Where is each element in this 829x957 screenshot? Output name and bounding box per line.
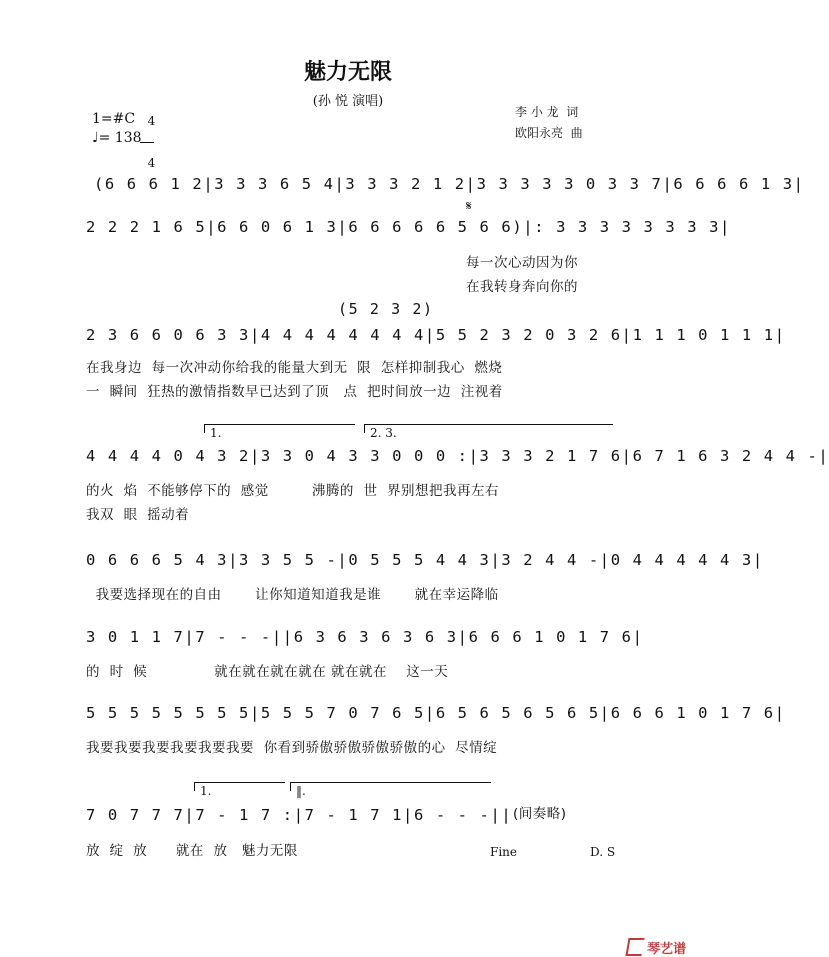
notation-system-6: 3 0 1 1 7|7 - - -||6 3 6 3 6 3 6 3|6 6 6 1 0 1 7 6|: [86, 628, 644, 646]
notation-system-2: 2 2 2 1 6 5|6 6 0 6 1 3|6 6 6 6 6 5 6 6)|: 3 3 3 3 3 3 3 3|: [86, 218, 731, 236]
grace-notes: (5 2 3 2): [338, 300, 434, 318]
lyricist-credit: 李 小 龙 词: [515, 105, 579, 119]
lyric-line-4b: 我双 眼 摇动着: [86, 507, 190, 523]
volta-3-label: 1.: [200, 784, 212, 798]
logo-text: 琴艺谱: [647, 942, 687, 957]
meter-bottom: 4: [147, 156, 156, 170]
segno-sign: 𝄋: [466, 199, 472, 214]
time-signature: [140, 102, 154, 170]
lyric-line-5: 我要选择现在的自由 让你知道知道我是谁 就在幸运降临: [86, 587, 499, 603]
notation-system-4: 4 4 4 4 0 4 3 2|3 3 0 4 3 3 0 0 0 :|3 3 3 2 1 7 6|6 7 1 6 3 2 4 4 -|: [86, 447, 829, 465]
notation-system-8: 7 0 7 7 7|7 - 1 7 :|7 - 1 7 1|6 - - -||: [86, 806, 513, 824]
site-logo: [618, 925, 686, 956]
notation-system-1: (6 6 6 1 2|3 3 3 6 5 4|3 3 3 2 1 2|3 3 3 3 3 0 3 3 7|6 6 6 6 1 3|: [94, 175, 805, 193]
notation-system-7: 5 5 5 5 5 5 5 5|5 5 5 7 0 7 6 5|6 5 6 5 6 5 6 5|6 6 6 1 0 1 7 6|: [86, 704, 786, 722]
lyric-line-6: 的 时 候 就在就在就在就在 就在就在 这一天: [86, 664, 449, 680]
performer-subtitle: (孙 悦 演唱): [312, 94, 384, 109]
volta-2-label: 2. 3.: [370, 426, 397, 440]
lyric-line-7: 我要我要我要我要我要我要 你看到骄傲骄傲骄傲骄傲的心 尽情绽: [86, 740, 498, 756]
volta-bracket-4: [290, 782, 491, 791]
lyric-line-3b: 一 瞬间 狂热的激情指数早已达到了顶 点 把时间放一边 注视着: [86, 384, 503, 400]
volta-4-label: ‖.: [296, 784, 306, 798]
volta-bracket-2: [364, 424, 613, 433]
dal-segno-mark: D. S: [590, 845, 616, 859]
lyric-line-2b: 在我转身奔向你的: [466, 279, 578, 295]
notation-system-3: 2 3 6 6 0 6 3 3|4 4 4 4 4 4 4 4|5 5 2 3 2 0 3 2 6|1 1 1 0 1 1 1|: [86, 326, 786, 344]
lyric-line-8: 放 绽 放 就在 放 魅力无限: [86, 843, 298, 859]
volta-bracket-1: [204, 424, 355, 433]
key-signature: 1=#C: [92, 111, 136, 127]
composer-credit: 欧阳永亮 曲: [515, 126, 583, 140]
meter-top: 4: [147, 114, 156, 128]
fine-mark: Fine: [490, 845, 517, 859]
logo-icon: [625, 938, 644, 956]
lyric-line-4a: 的火 焰 不能够停下的 感觉 沸腾的 世 界别想把我再左右: [86, 483, 500, 499]
notation-system-5: 0 6 6 6 5 4 3|3 3 5 5 -|0 5 5 5 4 4 3|3 2 4 4 -|0 4 4 4 4 4 3|: [86, 551, 764, 569]
song-title: 魅力无限: [303, 60, 392, 85]
lyric-line-3a: 在我身边 每一次冲动你给我的能量大到无 限 怎样抑制我心 燃烧: [86, 360, 503, 376]
volta-1-label: 1.: [210, 426, 222, 440]
interlude-note: (间奏略): [513, 806, 567, 822]
lyric-line-2a: 每一次心动因为你: [466, 255, 578, 271]
tempo-mark: ♩= 138: [92, 130, 142, 146]
